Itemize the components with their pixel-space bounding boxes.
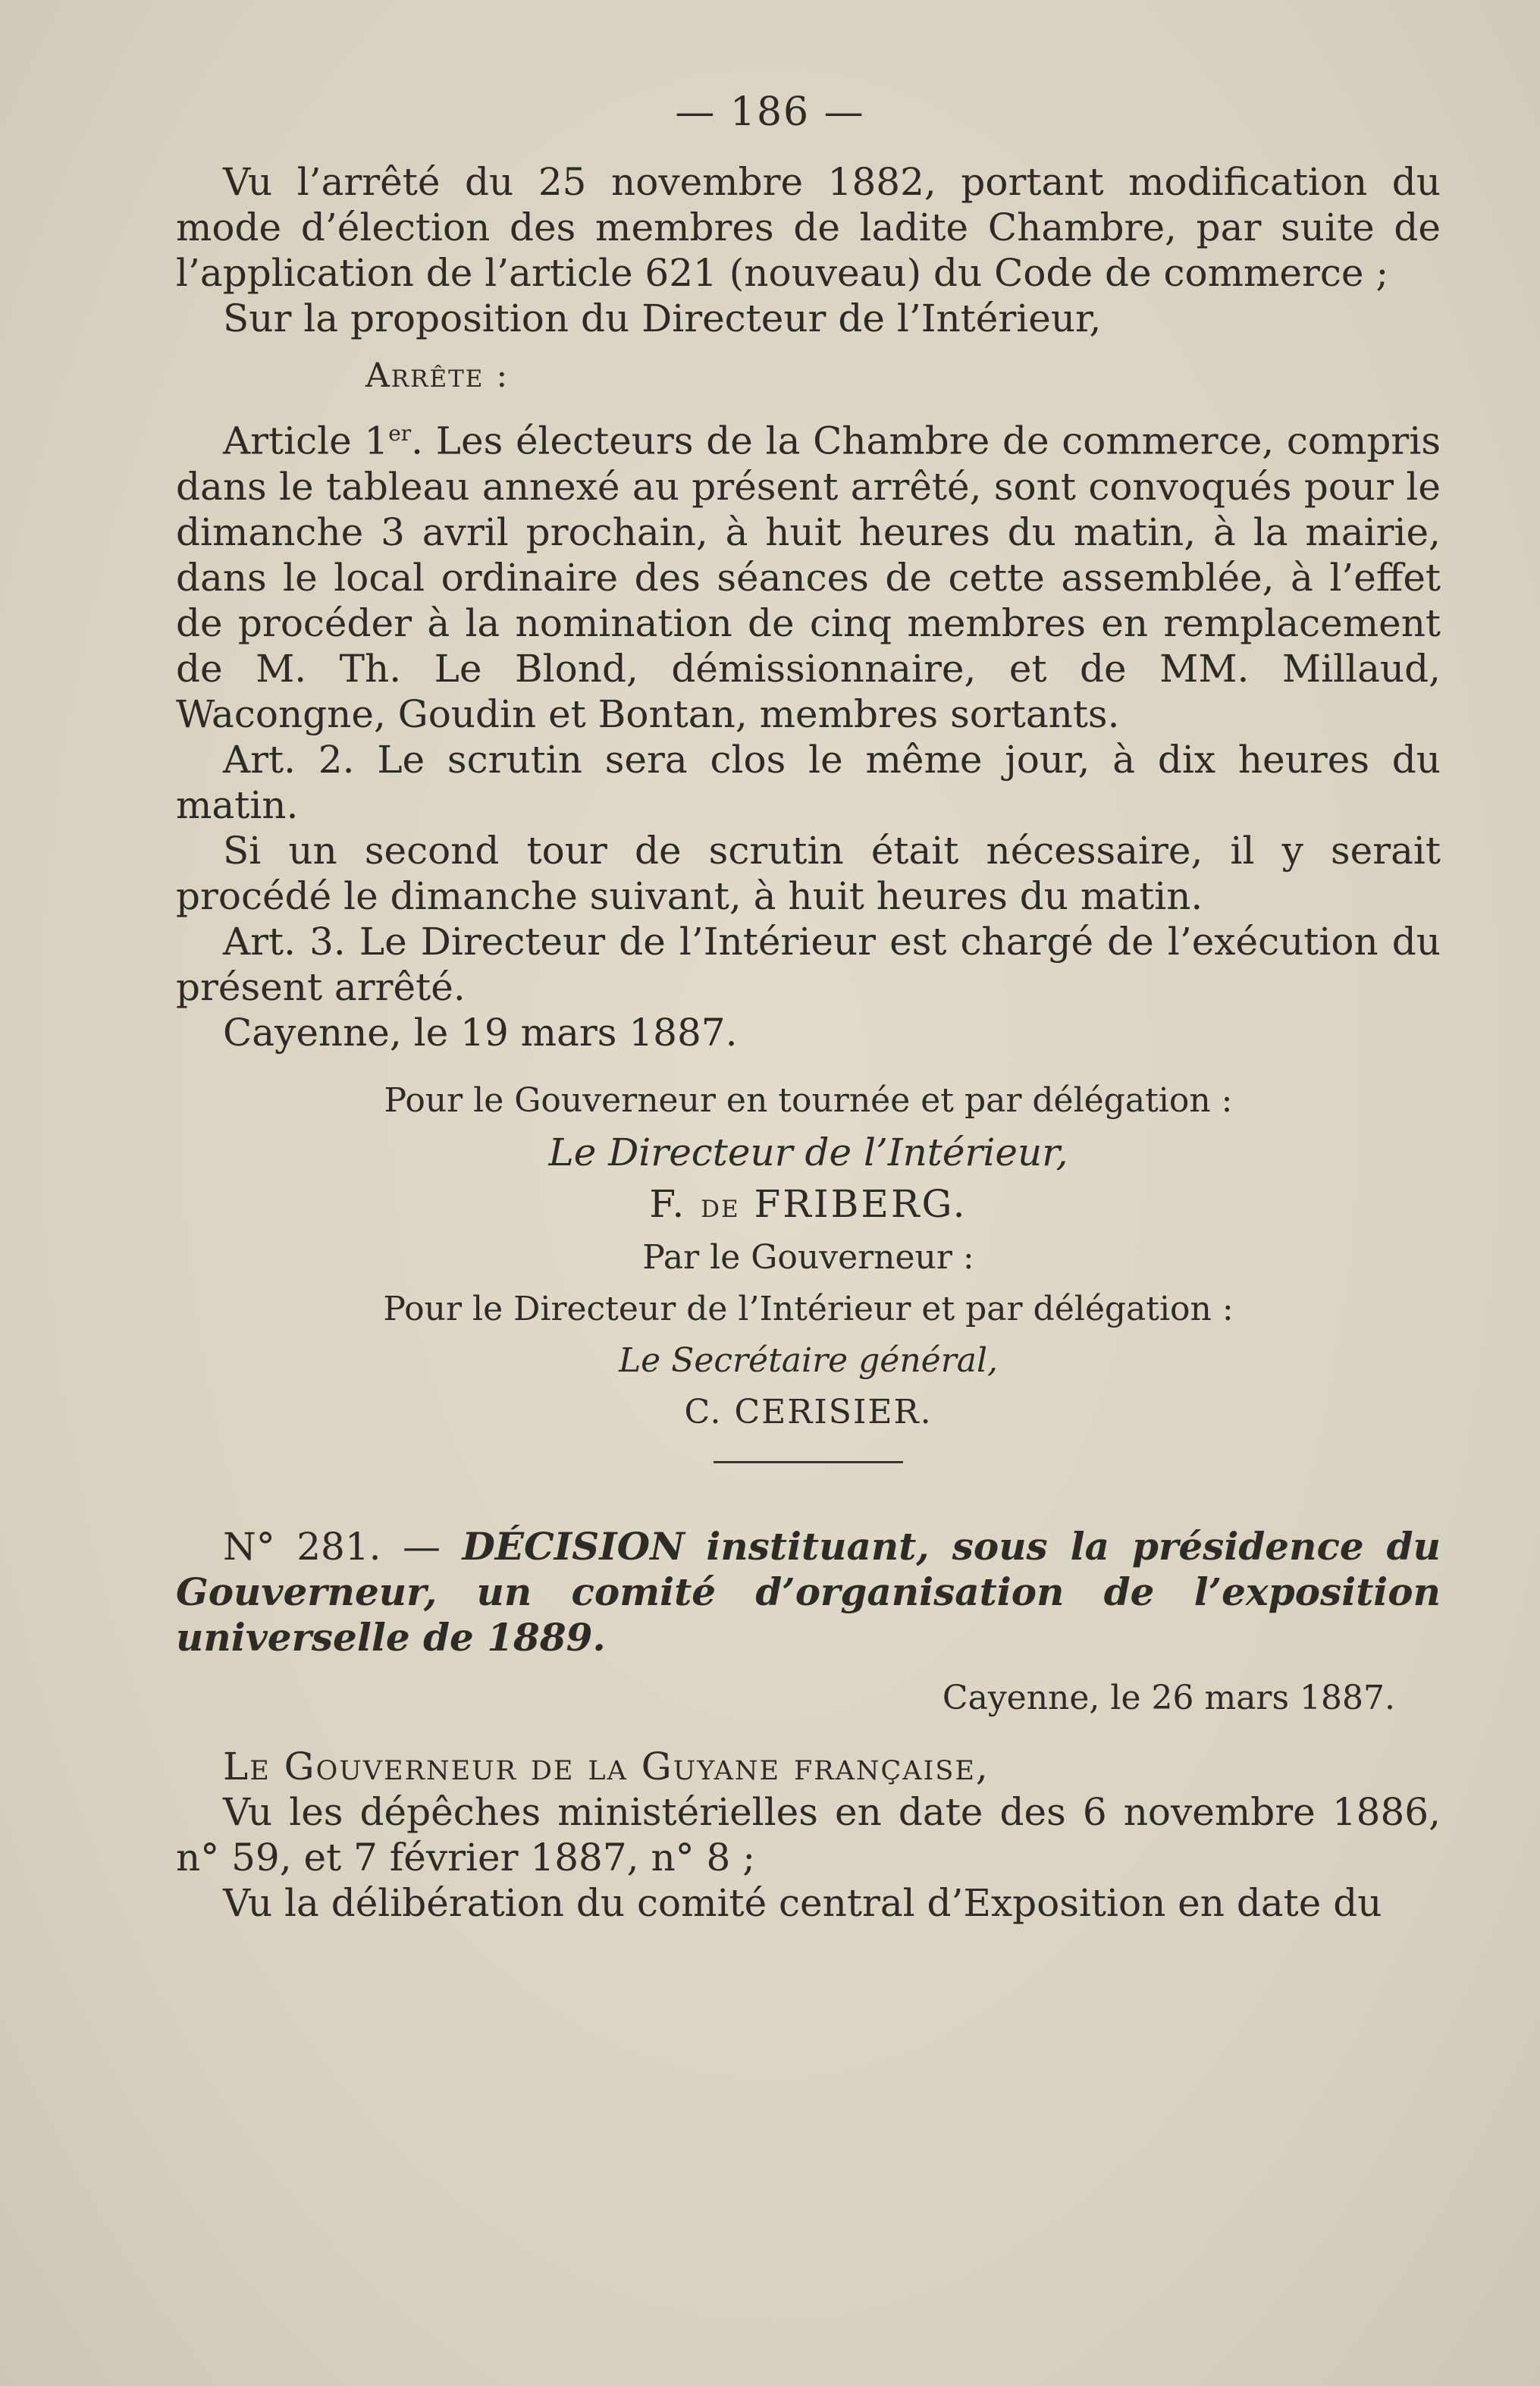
directeur-signature-prefix: F. (649, 1181, 687, 1226)
arrete-date-place: Cayenne, le 19 mars 1887. (223, 1010, 738, 1055)
proposition-paragraph: Sur la proposition du Directeur de l’Intérieur, (223, 296, 1102, 340)
decision-date-place: Cayenne, le 26 mars 1887. (942, 1678, 1395, 1717)
directeur-signature-particle: de (701, 1186, 740, 1225)
secretaire-title: Le Secrétaire général, (618, 1340, 999, 1380)
decision-number: N° 281. — (223, 1524, 441, 1569)
directeur-signature (176, 1178, 1441, 1232)
directeur-title: Le Directeur de l’Intérieur, (548, 1130, 1068, 1174)
decision-title-rest: instituant, sous la présidence du Gouverneur, un comité d’organisation de l’exposition universelle de 1889. (176, 1523, 1441, 1660)
pour-directeur-line: Pour le Directeur de l’Intérieur et par délégation : (383, 1289, 1234, 1328)
vu-arrete-paragraph: Vu l’arrêté du 25 novembre 1882, portant modification du mode d’élection des membres de ladite Chambre, par suite de l’application de l’article 621 (nouveau) du Code de commerce ; (176, 160, 1441, 295)
decision-heading (176, 1524, 1441, 1660)
arrete-heading: Arrête : (365, 356, 510, 395)
arrete-section (176, 159, 1441, 1926)
secretaire-signature: C. CERISIER. (684, 1392, 933, 1431)
vu-deliberation-paragraph: Vu la délibération du comité central d’Exposition en date du (223, 1880, 1382, 1925)
par-gouverneur-line: Par le Gouverneur : (642, 1237, 974, 1277)
pour-gouverneur-line: Pour le Gouverneur en tournée et par délégation : (384, 1080, 1233, 1120)
decision-title-caps: DÉCISION (462, 1523, 685, 1569)
second-tour-paragraph: Si un second tour de scrutin était nécessaire, il y serait procédé le dimanche suivant, à huit heures du matin. (176, 828, 1441, 918)
vu-depeches-paragraph: Vu les dépêches ministérielles en date des 6 novembre 1886, n° 59, et 7 février 1887, n° 8 ; (176, 1789, 1441, 1880)
page-number: — 186 — (675, 89, 865, 135)
article-1-superscript: er (388, 421, 412, 446)
directeur-signature-name: FRIBERG. (754, 1181, 968, 1226)
article-1-text: . Les électeurs de la Chambre de commerce, compris dans le tableau annexé au présent arrêté, sont convoqués pour le dimanche 3 avril prochain, à huit heures du matin, à la mairie, dans le local ordinaire des séances de cette assemblée, à l’effet de procéder à la nomination de cinq membres en remplacement de M. Th. Le Blond, démissionnaire, et de MM. Millaud, Wacongne, Goudin et Bontan, membres sortants. (176, 419, 1441, 736)
section-divider (714, 1461, 903, 1463)
gouverneur-intro: Le Gouverneur de la Guyane française, (223, 1744, 990, 1789)
article-1-paragraph (176, 411, 1441, 737)
article-1-label: Article 1 (223, 419, 389, 463)
article-2-paragraph: Art. 2. Le scrutin sera clos le même jour, à dix heures du matin. (176, 737, 1441, 827)
article-3-paragraph: Art. 3. Le Directeur de l’Intérieur est chargé de l’exécution du présent arrêté. (176, 919, 1441, 1009)
